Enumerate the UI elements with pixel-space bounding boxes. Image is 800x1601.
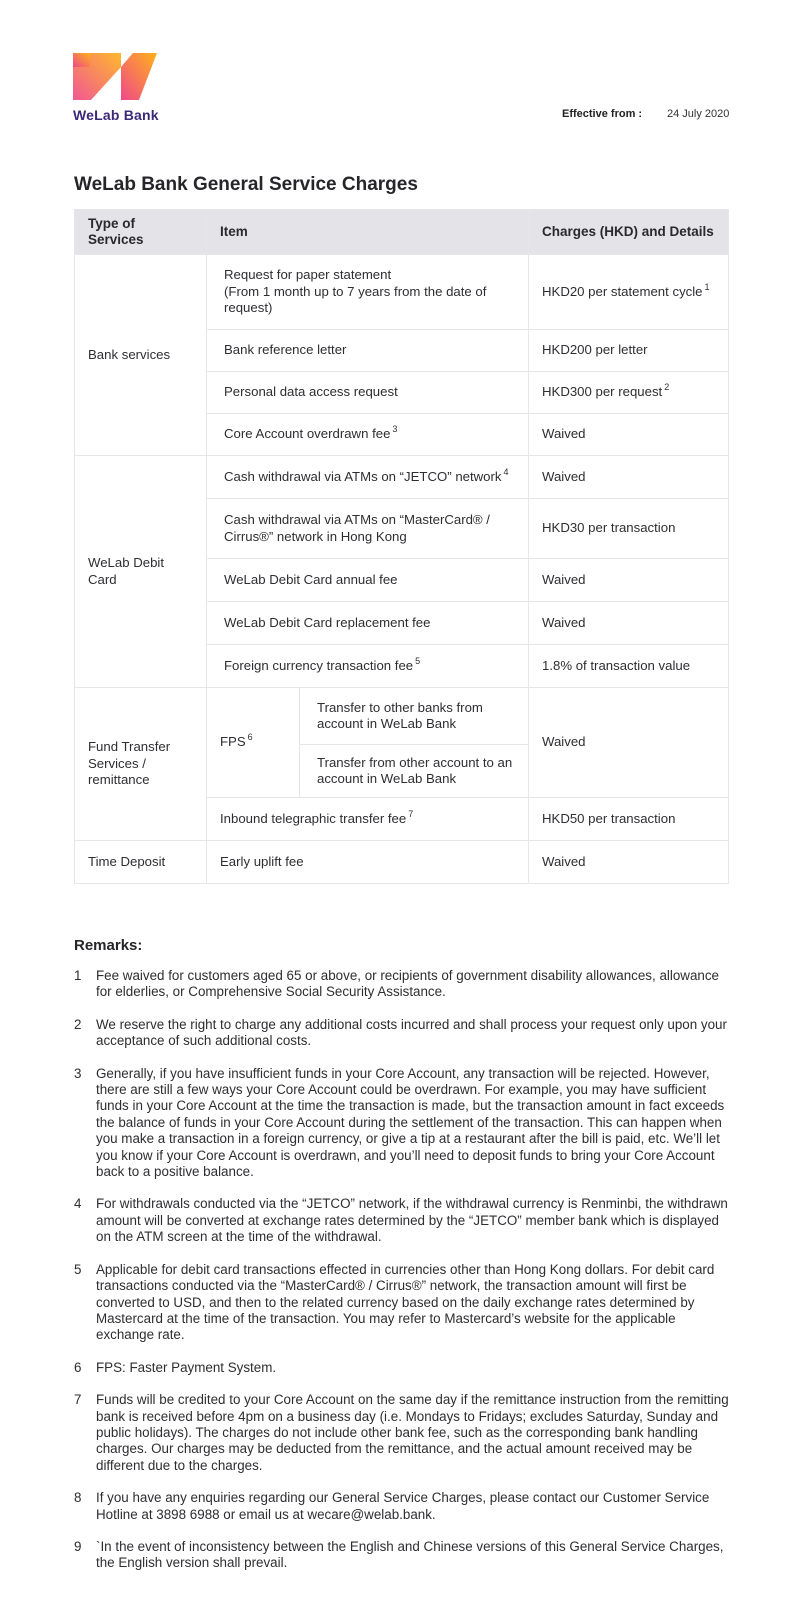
charge-text: HKD20 per statement cycle: [542, 283, 703, 299]
header-item: Item: [207, 210, 529, 255]
remark-text: FPS: Faster Payment System.: [96, 1359, 277, 1375]
remark-number: 4: [74, 1196, 82, 1212]
item-cell: Bank reference letter: [207, 330, 529, 372]
effective-date: [562, 108, 730, 120]
item-cell: Cash withdrawal via ATMs on “MasterCard® / Cirrus®” network in Hong Kong: [207, 499, 529, 559]
item-cell: Transfer from other account to an account in WeLab Bank: [300, 745, 529, 798]
table-row: [75, 456, 729, 499]
item-text: Inbound telegraphic transfer fee: [220, 810, 407, 826]
remark-text: If you have any enquiries regarding our General Service Charges, please contact our Customer Service Hotline at 3898 6988 or email us at wecare@welab.bank.: [96, 1490, 710, 1522]
footnote-ref: 4: [503, 466, 509, 477]
item-cell: WeLab Debit Card annual fee: [207, 559, 529, 602]
remark-item: [74, 1539, 734, 1572]
item-cell: Transfer to other banks from account in WeLab Bank: [300, 688, 529, 745]
item-text-sub: (From 1 month up to 7 years from the date of request): [224, 283, 487, 316]
item-text: Core Account overdrawn fee: [224, 426, 391, 442]
item-cell: [207, 798, 529, 841]
remark-number: 2: [74, 1016, 82, 1032]
table-row: [75, 255, 729, 330]
remark-text: For withdrawals conducted via the “JETCO” network, if the withdrawal currency is Renminbi, the withdrawn amount will be converted at exchange rates determined by the “JETCO” member bank which is displayed on the ATM screen at the time of the withdrawal.: [96, 1196, 728, 1245]
item-cell: Early uplift fee: [207, 841, 529, 884]
remarks-title: Remarks:: [74, 937, 143, 954]
remark-item: [74, 1490, 734, 1523]
remark-item: [74, 1017, 734, 1050]
item-cell: [207, 414, 529, 456]
footnote-ref: 1: [704, 281, 710, 292]
table-header-row: [75, 210, 729, 255]
header-charges: Charges (HKD) and Details: [529, 210, 729, 255]
remark-text: Applicable for debit card transactions effected in currencies other than Hong Kong dollars. For debit card transactions conducted via the “MasterCard® / Cirrus®” network, the transaction amount will first be converted to USD, and then to the related currency based on the daily exchange rates determined by Mastercard at the time of the transaction. You may refer to Mastercard’s website for the applicable exchange rate.: [96, 1261, 715, 1343]
remark-number: 5: [74, 1261, 82, 1277]
remark-item: [74, 1360, 734, 1376]
item-cell: Personal data access request: [207, 372, 529, 414]
table-row: [75, 841, 729, 884]
footnote-ref: 2: [664, 382, 670, 393]
charge-text: HKD300 per request: [542, 384, 663, 400]
header-type: Type of Services: [75, 210, 207, 255]
remark-number: 6: [74, 1359, 82, 1375]
effective-value: 24 July 2020: [667, 108, 730, 120]
type-time-deposit: Time Deposit: [75, 841, 207, 884]
charge-cell: Waived: [529, 602, 729, 645]
remark-text: Generally, if you have insufficient funds in your Core Account, any transaction will be rejected. However, there are still a few ways your Core Account could be overdrawn. For example, you may have sufficient funds in your Core Account at the time the transaction is made, but the transaction amount in fact exceeds the balance of funds in your Core Account during the settlement of the transaction. This can happen when you make a transaction in a foreign currency, or give a tip at a restaurant after the bill is paid, etc. We’ll let you know if your Core Account is overdrawn, and you’ll need to deposit funds to bring your Core Account back to a positive balance.: [96, 1065, 725, 1180]
type-debit-card: WeLab Debit Card: [75, 456, 207, 688]
remark-text: We reserve the right to charge any additional costs incurred and shall process your request only upon your acceptance of such additional costs.: [96, 1016, 727, 1049]
item-cell: [207, 255, 529, 330]
fps-label: FPS: [220, 734, 246, 750]
charge-cell: HKD50 per transaction: [529, 798, 729, 841]
remark-number: 8: [74, 1490, 82, 1506]
item-text: Request for paper statement: [224, 267, 392, 283]
remark-text: `In the event of inconsistency between the English and Chinese versions of this General Service Charges, the English version shall prevail.: [96, 1538, 724, 1571]
footnote-ref: 5: [415, 655, 421, 666]
charge-cell: [529, 255, 729, 330]
type-fund-transfer: Fund Transfer Services / remittance: [75, 688, 207, 841]
charge-cell: [529, 372, 729, 414]
item-cell: [207, 456, 529, 499]
remark-item: [74, 968, 734, 1001]
type-bank-services: Bank services: [75, 255, 207, 456]
remark-number: 9: [74, 1538, 82, 1554]
effective-label: Effective from :: [562, 108, 643, 120]
charge-cell: Waived: [529, 456, 729, 499]
item-cell: WeLab Debit Card replacement fee: [207, 602, 529, 645]
charge-cell: HKD30 per transaction: [529, 499, 729, 559]
footnote-ref: 6: [247, 732, 253, 743]
remarks-list: [74, 968, 734, 1588]
remark-item: [74, 1066, 734, 1181]
remark-item: [74, 1196, 734, 1245]
remark-number: 3: [74, 1065, 82, 1081]
remark-item: [74, 1392, 734, 1474]
item-cell: [207, 645, 529, 688]
charge-cell: 1.8% of transaction value: [529, 645, 729, 688]
remark-item: [74, 1262, 734, 1344]
item-text: Foreign currency transaction fee: [224, 657, 414, 673]
charge-cell: Waived: [529, 688, 729, 798]
footnote-ref: 3: [392, 424, 398, 435]
footnote-ref: 7: [408, 808, 414, 819]
remark-number: 1: [74, 968, 82, 983]
service-charges-table: [74, 209, 729, 884]
charge-cell: Waived: [529, 414, 729, 456]
remark-text: Fee waived for customers aged 65 or above, or recipients of government disability allowances, allowance for elderlies, or Comprehensive Social Security Assistance.: [96, 968, 719, 1000]
logo-wordmark: WeLab Bank: [73, 107, 159, 123]
page-title: WeLab Bank General Service Charges: [74, 174, 418, 195]
remark-text: Funds will be credited to your Core Account on the same day if the remittance instruction from the remitting bank is received before 4pm on a business day (i.e. Mondays to Fridays; excludes Saturday, Sunday and public holidays). The charges do not include other bank fee, such as the corresponding bank handling charges. Our charges may be deducted from the remittance, and the actual amount received may be different due to the charges.: [96, 1392, 729, 1473]
remark-number: 7: [74, 1392, 82, 1408]
charge-cell: Waived: [529, 841, 729, 884]
item-text: Cash withdrawal via ATMs on “JETCO” network: [224, 468, 502, 484]
fps-cell: [207, 688, 300, 798]
charge-cell: HKD200 per letter: [529, 330, 729, 372]
table-row: [75, 688, 729, 745]
charge-cell: Waived: [529, 559, 729, 602]
